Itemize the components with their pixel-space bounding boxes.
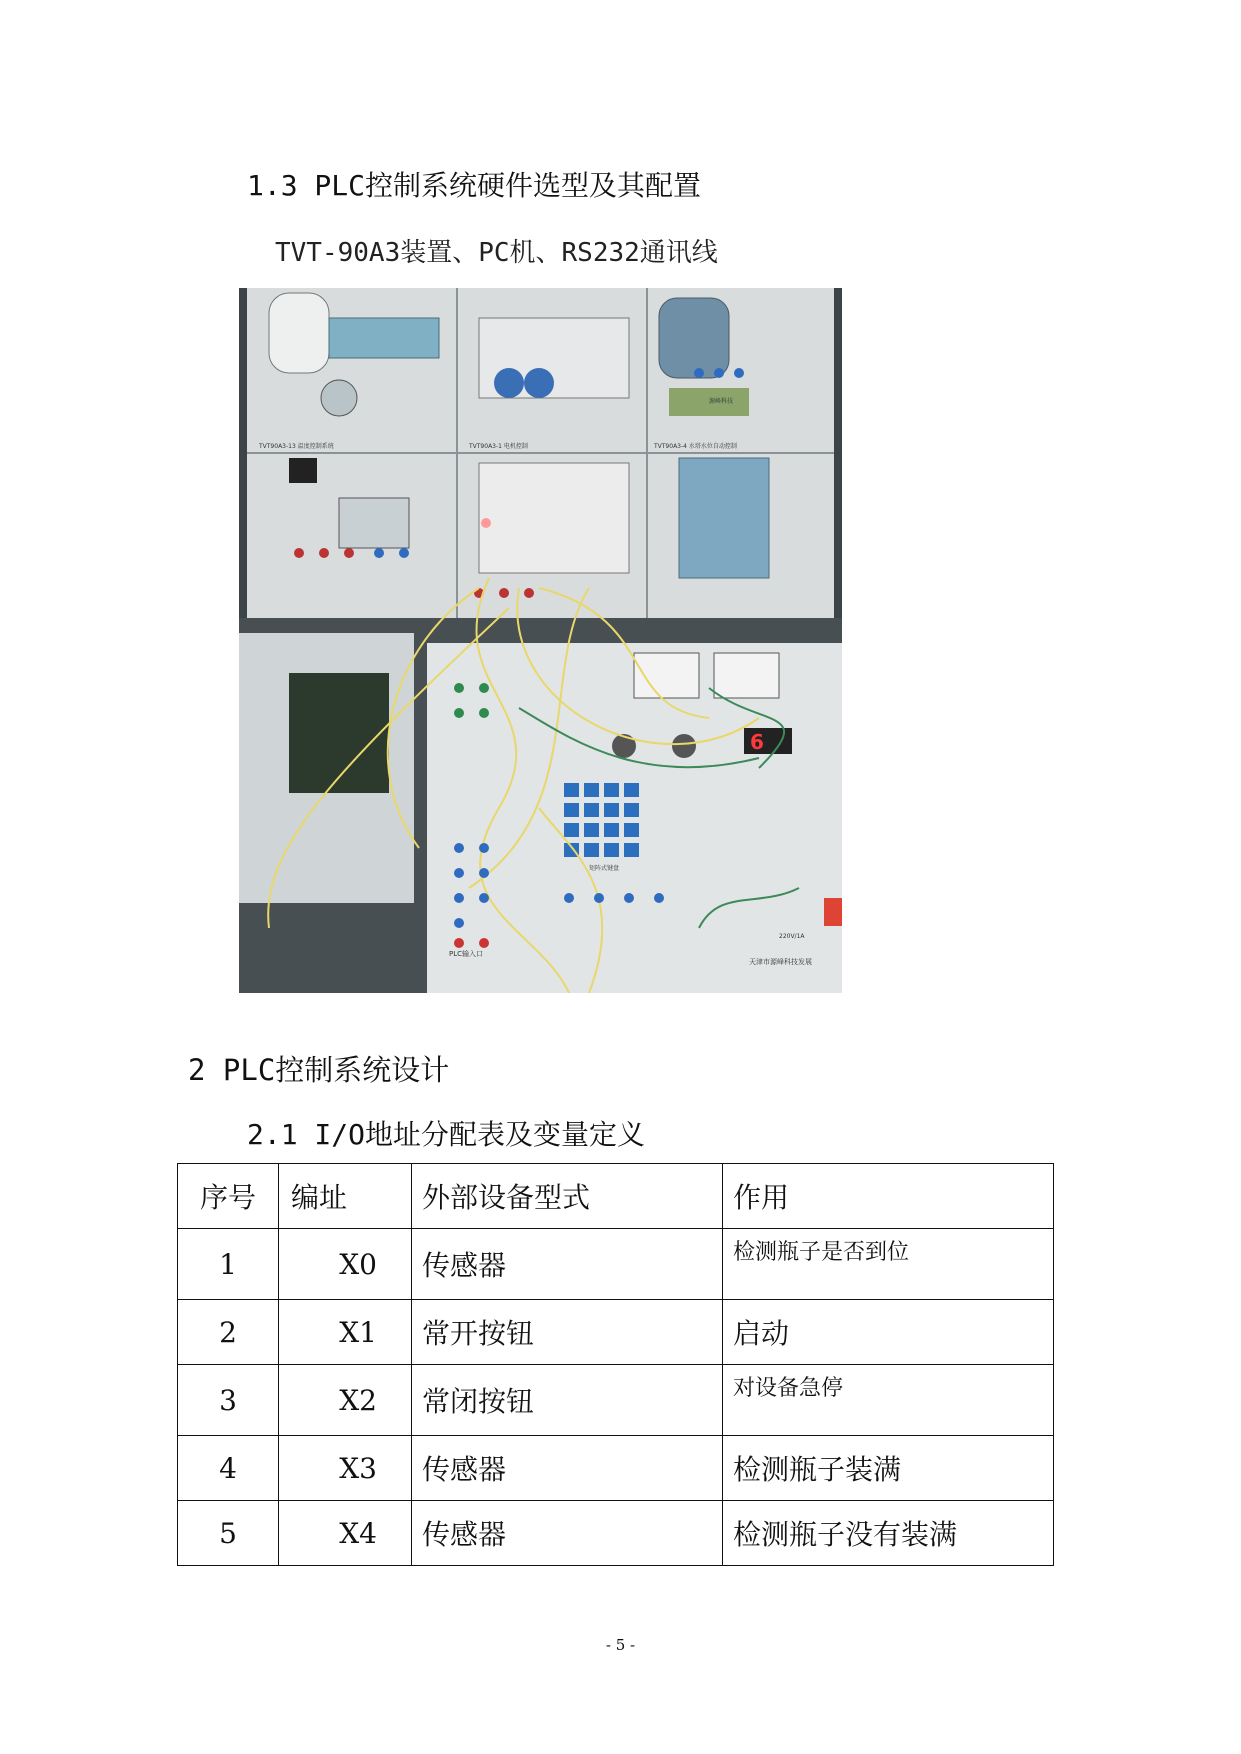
- row-address: X0: [279, 1229, 412, 1300]
- row-seq: 3: [178, 1365, 279, 1436]
- photo-label-company: 天津市源峰科技发展: [749, 958, 812, 966]
- section-heading-2: 2 PLC控制系统设计: [188, 1053, 450, 1087]
- photo-label-power: 220V/1A: [779, 933, 805, 940]
- photo-label-motor: TVT90A3-1 电机控制: [469, 443, 528, 450]
- section-heading-2-1: 2.1 I/O地址分配表及变量定义: [247, 1118, 646, 1151]
- photo-label-keypad: 矩阵式键盘: [589, 865, 620, 872]
- row-function: 检测瓶子装满: [723, 1436, 1054, 1501]
- table-row: [178, 1300, 1054, 1365]
- section-heading-1-3: 1.3 PLC控制系统硬件选型及其配置: [247, 169, 702, 202]
- row-function: 启动: [723, 1300, 1054, 1365]
- row-device-type: 常开按钮: [412, 1300, 723, 1365]
- row-device-type: 传感器: [412, 1436, 723, 1501]
- row-device-type: 传感器: [412, 1501, 723, 1566]
- table-row: [178, 1436, 1054, 1501]
- hardware-list-text: TVT-90A3装置、PC机、RS232通讯线: [275, 238, 718, 268]
- photo-label-plc-input: PLC输入口: [449, 950, 484, 958]
- io-address-table: [177, 1163, 1054, 1566]
- row-address: X3: [279, 1436, 412, 1501]
- row-address: X1: [279, 1300, 412, 1365]
- row-device-type: 常闭按钮: [412, 1365, 723, 1436]
- row-address: X4: [279, 1501, 412, 1566]
- table-row: [178, 1501, 1054, 1566]
- page-number: - 5 -: [605, 1636, 636, 1654]
- row-seq: 5: [178, 1501, 279, 1566]
- header-device-type: 外部设备型式: [412, 1164, 723, 1229]
- row-seq: 2: [178, 1300, 279, 1365]
- photo-label-brand: 源峰科技: [709, 398, 734, 405]
- row-function: 检测瓶子没有装满: [723, 1501, 1054, 1566]
- row-address: X2: [279, 1365, 412, 1436]
- row-device-type: 传感器: [412, 1229, 723, 1300]
- plc-trainer-photo: [239, 288, 842, 993]
- table-header-row: [178, 1164, 1054, 1229]
- row-seq: 1: [178, 1229, 279, 1300]
- header-address: 编址: [279, 1164, 412, 1229]
- photo-seven-segment: 6: [750, 730, 764, 754]
- row-function: 对设备急停: [723, 1365, 1054, 1436]
- header-function: 作用: [723, 1164, 1054, 1229]
- row-function: 检测瓶子是否到位: [723, 1229, 1054, 1300]
- table-row: [178, 1365, 1054, 1436]
- row-seq: 4: [178, 1436, 279, 1501]
- photo-label-water: TVT90A3-4 水塔水位自动控制: [654, 443, 737, 450]
- photo-label-temp: TVT90A3-13 温度控制系统: [259, 443, 334, 450]
- table-row: [178, 1229, 1054, 1300]
- header-seq: 序号: [178, 1164, 279, 1229]
